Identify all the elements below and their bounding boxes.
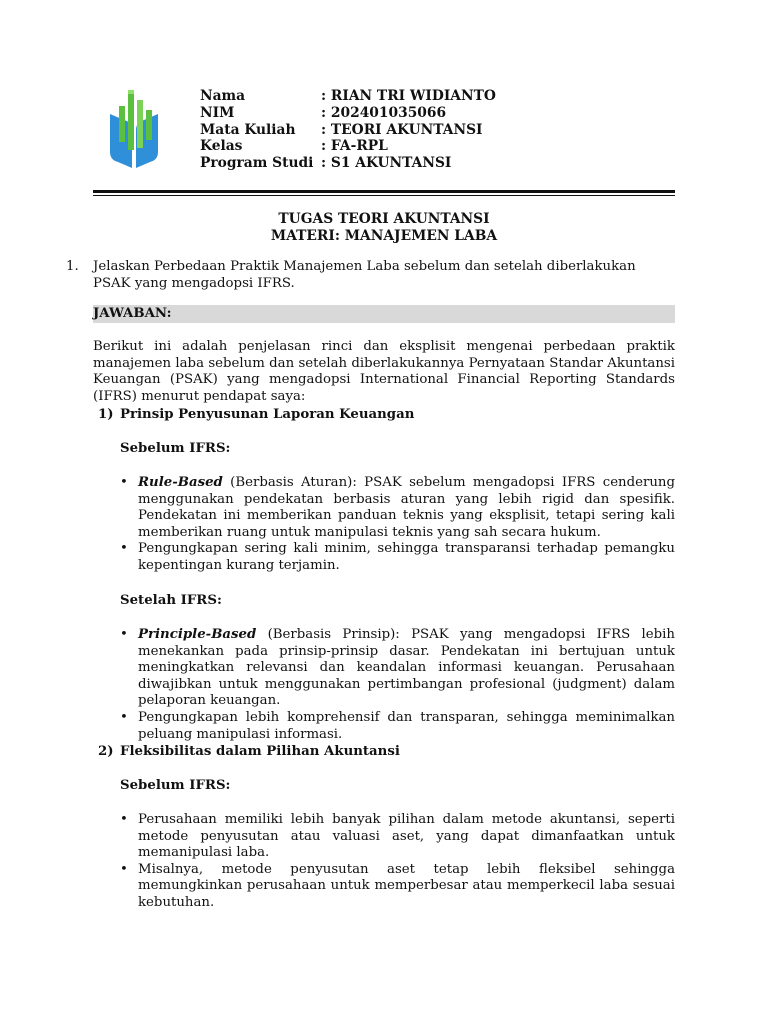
identity-value: : 202401035066 — [321, 104, 447, 121]
header-divider-thick — [93, 190, 675, 193]
before-ifrs-list — [120, 475, 675, 575]
student-identity — [200, 88, 496, 172]
section-number: 1) — [98, 407, 114, 422]
section-title: Prinsip Penyusunan Laporan Keuangan — [120, 407, 415, 422]
answer-label: JAWABAN: — [93, 306, 172, 321]
term-emphasis: Rule-Based — [138, 475, 223, 490]
identity-value: : FA-RPL — [321, 138, 388, 155]
section-title: Fleksibilitas dalam Pilihan Akuntansi — [120, 744, 400, 759]
identity-label: Mata Kuliah — [200, 121, 296, 138]
identity-label: Nama — [200, 88, 246, 104]
after-ifrs-label: Setelah IFRS: — [120, 593, 222, 608]
title-line-2: MATERI: MANAJEMEN LABA — [270, 228, 498, 244]
identity-label: Program Studi — [200, 155, 314, 172]
before-ifrs-label: Sebelum IFRS: — [120, 778, 231, 793]
list-item — [120, 710, 675, 743]
list-item-text: (Berbasis Aturan): PSAK sebelum mengadopsi IFRS cenderung menggunakan pendekatan berbasis aturan yang lebih rigid dan spesifik. Pendekatan ini memberikan panduan teknis yang eksplisit, tetapi sering kali memberikan ruang untuk manipulasi teknis yang sah secara hukum. — [138, 475, 675, 540]
identity-value: : TEORI AKUNTANSI — [321, 121, 483, 138]
title-line-1: TUGAS TEORI AKUNTANSI — [278, 211, 490, 227]
bullet-icon: • — [120, 627, 128, 642]
header-divider-thin — [93, 195, 675, 196]
list-item — [120, 541, 675, 574]
list-item-text: Pengungkapan sering kali minim, sehingga transparansi terhadap pemangku kepentingan kurang terjamin. — [138, 541, 675, 573]
list-item-text: Pengungkapan lebih komprehensif dan transparan, sehingga meminimalkan peluang manipulasi informasi. — [138, 709, 675, 742]
bullet-icon: • — [120, 709, 128, 725]
identity-row-nim — [200, 105, 496, 122]
section-heading-2 — [98, 744, 400, 761]
section-heading-1 — [98, 407, 414, 424]
question-text: Jelaskan Perbedaan Praktik Manajemen Laba sebelum dan setelah diberlakukan PSAK yang mengadopsi IFRS. — [93, 259, 636, 291]
list-item — [120, 627, 675, 710]
before-ifrs-list — [120, 812, 675, 912]
list-item — [120, 475, 675, 541]
document-title — [93, 211, 675, 245]
intro-paragraph: Berikut ini adalah penjelasan rinci dan eksplisit mengenai perbedaan praktik manajemen laba sebelum dan setelah diberlakukannya Pernyataan Standar Akuntansi Keuangan (PSAK) yang mengadopsi International Financial Reporting Standards (IFRS) menurut pendapat saya: — [93, 339, 675, 404]
list-item-text: Perusahaan memiliki lebih banyak pilihan dalam metode akuntansi, seperti metode penyusutan atau valuasi aset, yang dapat dimanfaatkan untuk memanipulasi laba. — [138, 812, 675, 861]
answer-label-bar — [93, 305, 675, 323]
question — [66, 259, 676, 292]
identity-label: Kelas — [200, 138, 243, 155]
identity-value: : S1 AKUNTANSI — [321, 155, 452, 172]
before-ifrs-label: Sebelum IFRS: — [120, 441, 231, 456]
identity-row-course — [200, 122, 496, 139]
identity-row-program — [200, 155, 496, 172]
bullet-icon: • — [120, 541, 128, 557]
section-number: 2) — [98, 744, 114, 759]
list-item-text: (Berbasis Prinsip): PSAK yang mengadopsi IFRS lebih menekankan pada prinsip-prinsip dasar. Pendekatan ini bertujuan untuk meningkatkan relevansi dan keandalan informasi keuangan. Perusahaan diwajibkan untuk menggunakan pertimbangan profesional (judgment) dalam pelaporan keuangan. — [138, 627, 675, 709]
university-logo — [106, 90, 162, 170]
term-emphasis: Principle-Based — [138, 627, 257, 642]
after-ifrs-list — [120, 627, 675, 743]
list-item — [120, 862, 675, 912]
identity-row-class — [200, 138, 496, 155]
bullet-icon: • — [120, 475, 128, 490]
question-number: 1. — [66, 259, 79, 274]
identity-label: NIM — [200, 104, 235, 121]
identity-row-name — [200, 88, 496, 105]
identity-value: : RIAN TRI WIDIANTO — [321, 88, 496, 104]
list-item-text: Misalnya, metode penyusutan aset tetap lebih fleksibel sehingga memungkinkan perusahaan untuk memperbesar atau memperkecil laba sesuai kebutuhan. — [138, 861, 675, 910]
bullet-icon: • — [120, 861, 128, 877]
bullet-icon: • — [120, 812, 128, 827]
list-item — [120, 812, 675, 862]
